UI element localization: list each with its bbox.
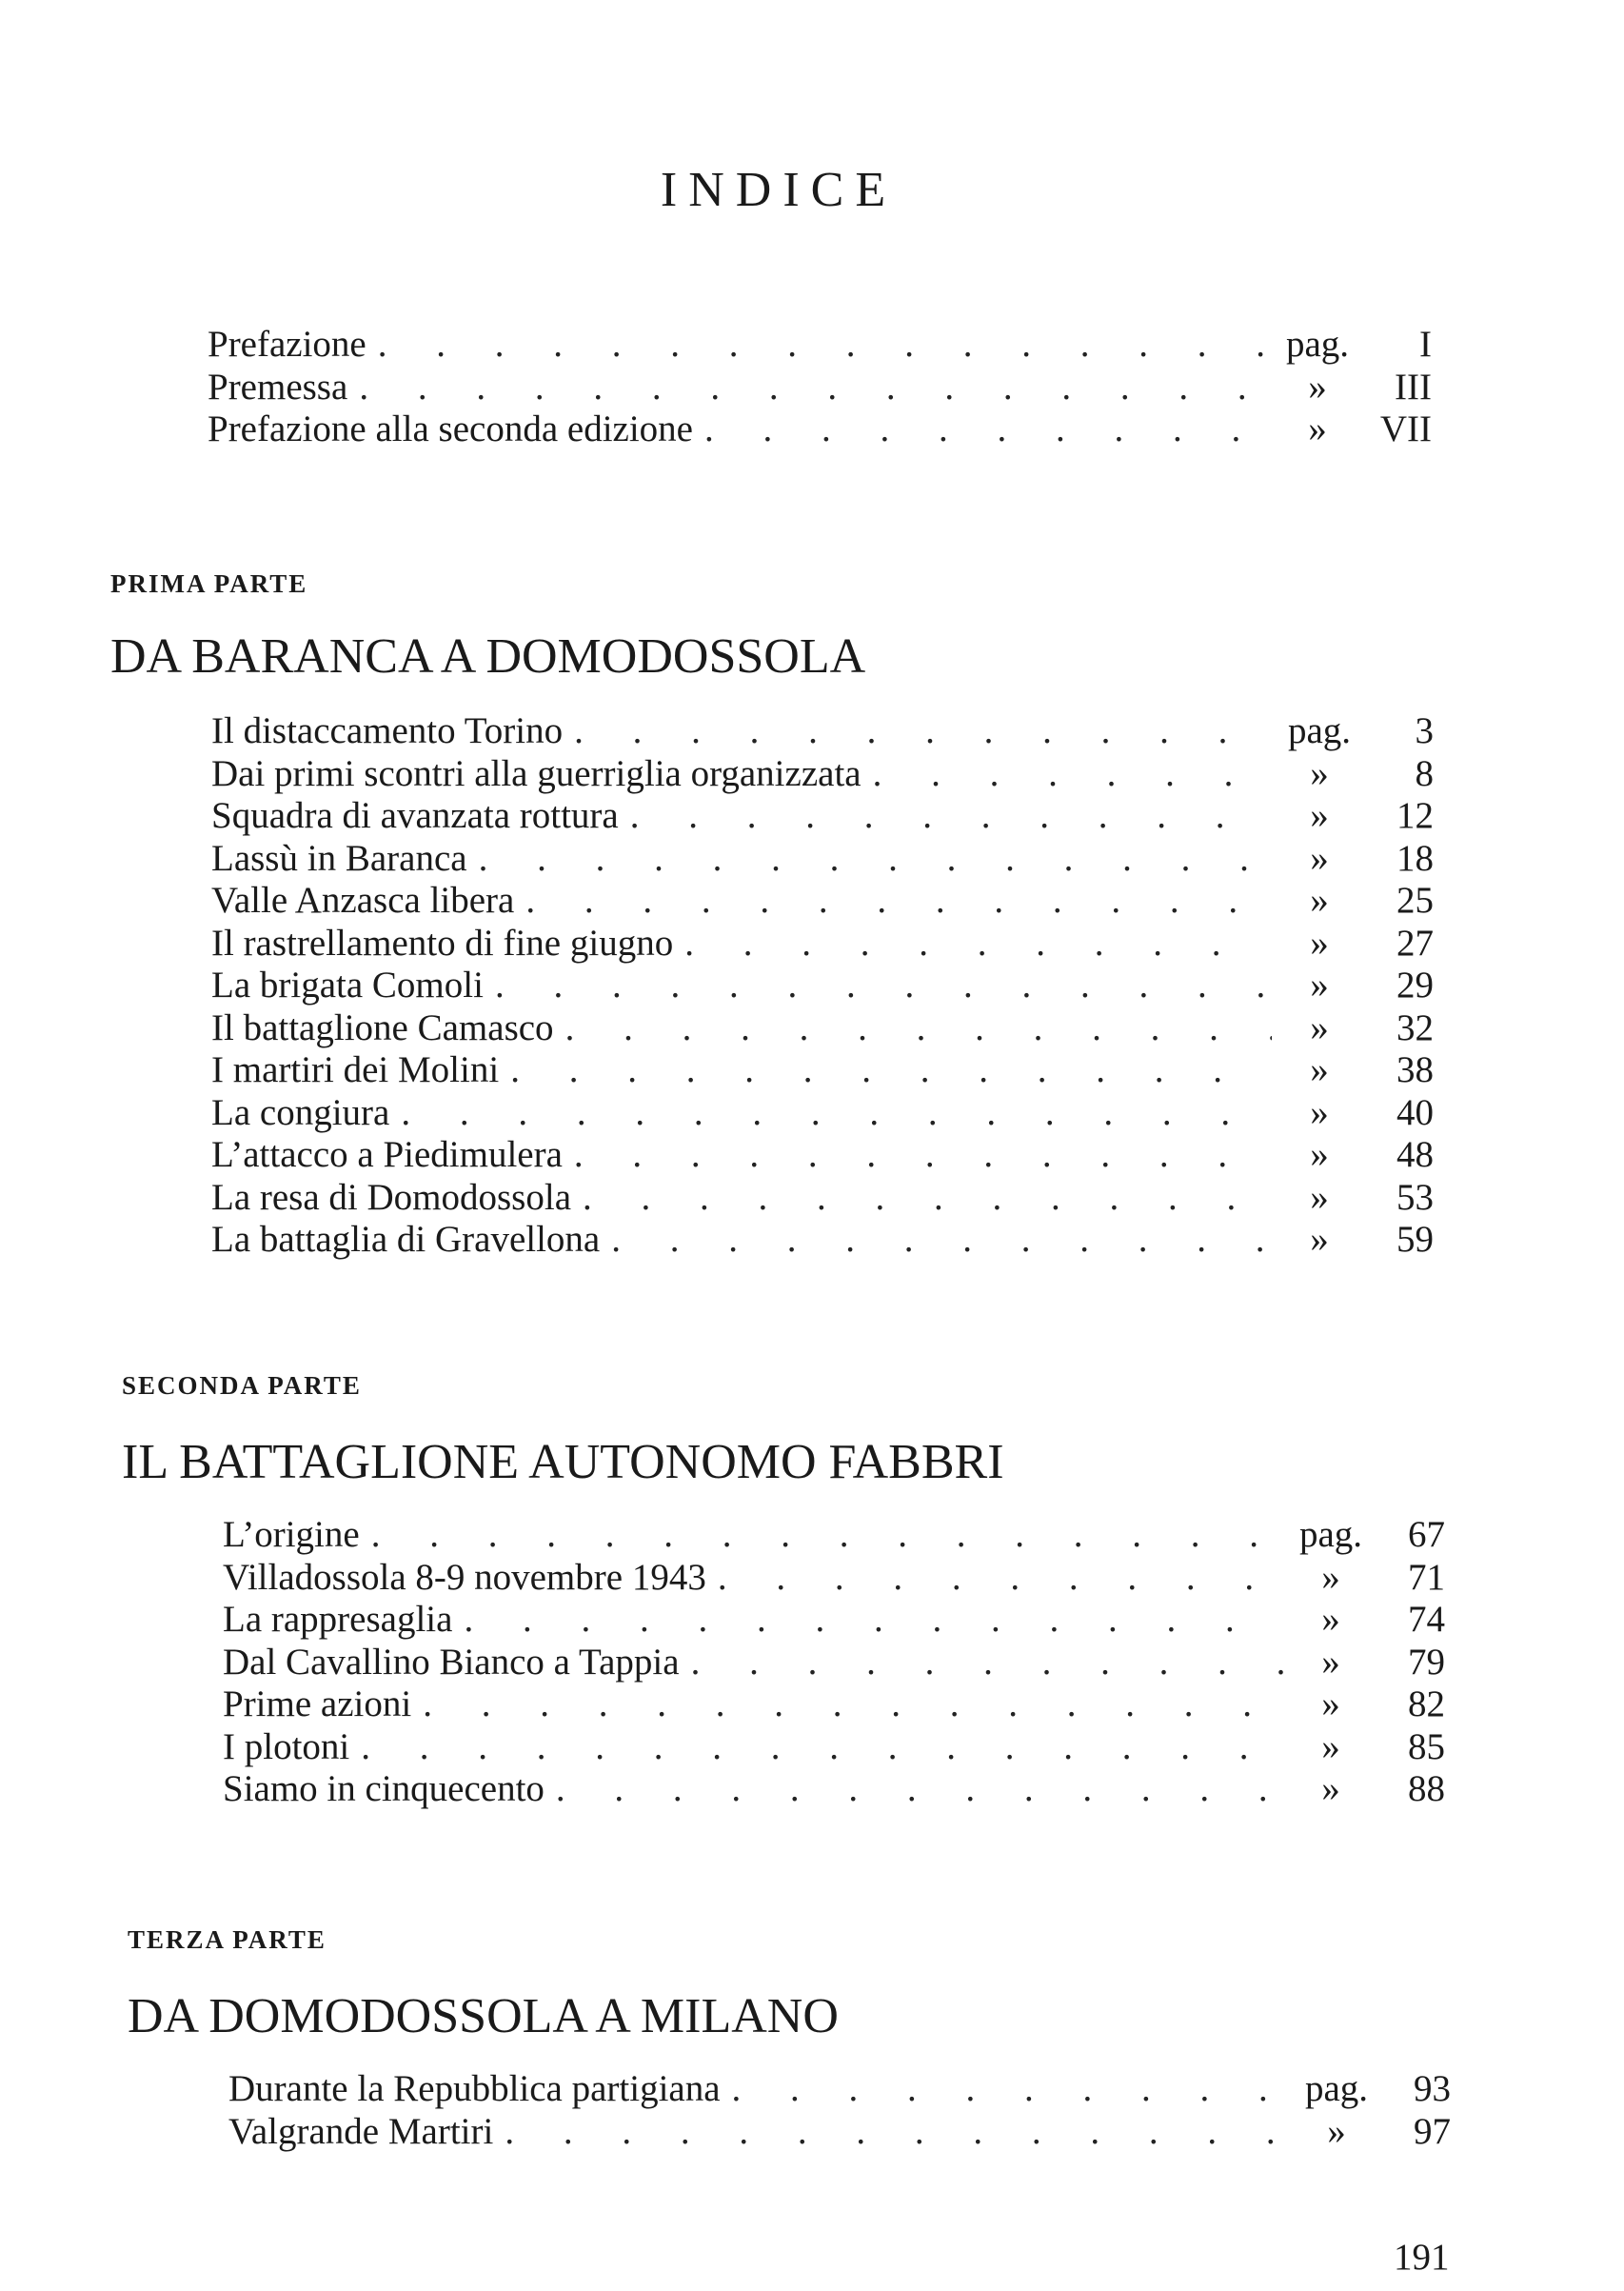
entry-marker: »	[1310, 1049, 1329, 1090]
toc-entry	[208, 367, 1432, 409]
entry-marker: »	[1308, 366, 1327, 408]
entry-page: VII	[1379, 408, 1432, 449]
toc-entry	[211, 795, 1434, 838]
part-entries	[228, 2068, 1451, 2153]
entry-page: 40	[1396, 1091, 1434, 1133]
toc-entry	[211, 1007, 1434, 1050]
part-heading: DA DOMODOSSOLA A MILANO	[128, 1989, 839, 2043]
page-number: 191	[1394, 2237, 1450, 2278]
toc-entry	[208, 324, 1432, 367]
entry-page: 74	[1408, 1599, 1445, 1640]
entry-marker: »	[1310, 1176, 1329, 1218]
entry-marker: »	[1310, 1006, 1329, 1048]
entry-title: I martiri dei Molini	[211, 1049, 500, 1090]
toc-entry	[211, 838, 1434, 881]
entry-page: 88	[1408, 1768, 1445, 1809]
toc-entry	[223, 1599, 1445, 1642]
dot-leader	[484, 965, 1272, 1007]
dot-leader	[493, 2111, 1289, 2154]
entry-page: 18	[1396, 837, 1434, 879]
entry-marker: »	[1310, 965, 1329, 1006]
dot-leader	[693, 408, 1270, 451]
entry-page: 59	[1396, 1219, 1434, 1260]
dot-leader	[467, 838, 1272, 881]
entry-title: Valgrande Martiri	[228, 2110, 494, 2152]
entry-page: 25	[1396, 880, 1434, 921]
entry-marker: »	[1310, 1219, 1329, 1260]
dot-leader	[554, 1007, 1272, 1050]
entry-title: Il rastrellamento di fine giugno	[211, 922, 674, 964]
part-label: TERZA PARTE	[128, 1925, 327, 1954]
front-matter-list	[208, 324, 1432, 451]
part-entries	[211, 710, 1434, 1262]
dot-leader	[389, 1092, 1272, 1135]
entry-marker: pag.	[1287, 710, 1352, 751]
entry-title: Squadra di avanzata rottura	[211, 795, 619, 836]
toc-entry	[211, 880, 1434, 923]
toc-entry	[211, 1219, 1434, 1262]
part-heading: IL BATTAGLIONE AUTONOMO FABBRI	[122, 1435, 1004, 1489]
dot-leader	[680, 1642, 1283, 1684]
entry-page: 48	[1396, 1134, 1434, 1175]
entry-page: 67	[1408, 1514, 1445, 1555]
dot-leader	[452, 1599, 1283, 1642]
entry-page: 27	[1396, 922, 1434, 964]
dot-leader	[563, 1134, 1272, 1177]
toc-entry	[211, 1092, 1434, 1135]
part-label: SECONDA PARTE	[122, 1371, 362, 1400]
part-heading: DA BARANCA A DOMODOSSOLA	[110, 629, 866, 684]
dot-leader	[360, 1514, 1283, 1557]
dot-leader	[347, 367, 1270, 409]
entry-page: 85	[1408, 1725, 1445, 1767]
toc-entry	[223, 1768, 1445, 1811]
entry-page: 79	[1408, 1641, 1445, 1683]
entry-marker: »	[1321, 1556, 1340, 1598]
entry-marker: »	[1310, 795, 1329, 836]
entry-marker: »	[1321, 1641, 1340, 1683]
dot-leader	[571, 1177, 1272, 1220]
dot-leader	[411, 1683, 1283, 1726]
entry-page: 12	[1396, 795, 1434, 836]
entry-page: 29	[1396, 965, 1434, 1006]
entry-title: Durante la Repubblica partigiana	[228, 2068, 721, 2109]
entry-page: 53	[1396, 1176, 1434, 1218]
toc-entry	[211, 710, 1434, 753]
entry-page: 8	[1415, 752, 1434, 794]
part-entries	[223, 1514, 1445, 1811]
entry-title: La resa di Domodossola	[211, 1176, 572, 1218]
entry-title: La brigata Comoli	[211, 965, 484, 1006]
entry-marker: »	[1310, 1091, 1329, 1133]
toc-entry	[223, 1642, 1445, 1684]
entry-title: I plotoni	[223, 1725, 350, 1767]
dot-leader	[563, 710, 1272, 753]
dot-leader	[514, 880, 1272, 923]
entry-page: 38	[1396, 1049, 1434, 1090]
entry-marker: pag.	[1298, 1514, 1363, 1555]
entry-marker: »	[1310, 880, 1329, 921]
entry-title: Siamo in cinquecento	[223, 1768, 545, 1809]
entry-page: I	[1419, 324, 1432, 365]
dot-leader	[619, 795, 1272, 838]
entry-title: Dal Cavallino Bianco a Tappia	[223, 1641, 680, 1683]
entry-page: 71	[1408, 1556, 1445, 1598]
entry-title: Dai primi scontri alla guerriglia organizzata	[211, 752, 862, 794]
entry-page: 3	[1415, 710, 1434, 751]
toc-entry	[211, 1134, 1434, 1177]
dot-leader	[721, 2068, 1289, 2111]
entry-page: III	[1395, 366, 1432, 408]
page-title: INDICE	[660, 163, 898, 217]
dot-leader	[499, 1049, 1272, 1092]
toc-entry	[211, 1049, 1434, 1092]
entry-title: Il distaccamento Torino	[211, 710, 564, 751]
toc-entry	[223, 1514, 1445, 1557]
toc-entry	[228, 2111, 1451, 2154]
dot-leader	[545, 1768, 1283, 1811]
dot-leader	[366, 324, 1270, 367]
toc-entry	[223, 1557, 1445, 1600]
entry-title: La rappresaglia	[223, 1599, 453, 1640]
entry-marker: »	[1321, 1725, 1340, 1767]
entry-title: Prime azioni	[223, 1683, 412, 1724]
toc-entry	[223, 1726, 1445, 1769]
entry-page: 32	[1396, 1006, 1434, 1048]
entry-page: 82	[1408, 1683, 1445, 1724]
dot-leader	[706, 1557, 1283, 1600]
dot-leader	[349, 1726, 1283, 1769]
entry-marker: »	[1310, 837, 1329, 879]
entry-marker: pag.	[1285, 324, 1350, 365]
entry-title: La battaglia di Gravellona	[211, 1219, 601, 1260]
toc-entry	[211, 923, 1434, 966]
toc-entry	[211, 1177, 1434, 1220]
entry-title: L’origine	[223, 1514, 360, 1555]
dot-leader	[862, 753, 1272, 796]
toc-entry	[211, 965, 1434, 1007]
entry-title: Prefazione	[208, 324, 366, 365]
entry-title: L’attacco a Piedimulera	[211, 1134, 563, 1175]
entry-marker: »	[1321, 1768, 1340, 1809]
entry-title: Prefazione alla seconda edizione	[208, 408, 693, 449]
entry-title: La congiura	[211, 1091, 390, 1133]
entry-page: 93	[1414, 2068, 1451, 2109]
toc-entry	[223, 1683, 1445, 1726]
entry-marker: »	[1327, 2110, 1346, 2152]
toc-entry	[208, 408, 1432, 451]
entry-title: Villadossola 8-9 novembre 1943	[223, 1556, 706, 1598]
dot-leader	[600, 1219, 1272, 1262]
toc-entry	[211, 753, 1434, 796]
part-label: PRIMA PARTE	[110, 569, 308, 598]
entry-title: Il battaglione Camasco	[211, 1006, 554, 1048]
entry-title: Valle Anzasca libera	[211, 880, 515, 921]
entry-marker: »	[1321, 1683, 1340, 1724]
dot-leader	[673, 923, 1272, 966]
entry-marker: »	[1310, 752, 1329, 794]
entry-page: 97	[1414, 2110, 1451, 2152]
entry-marker: »	[1310, 1134, 1329, 1175]
entry-marker: »	[1308, 408, 1327, 449]
entry-marker: »	[1321, 1599, 1340, 1640]
entry-marker: »	[1310, 922, 1329, 964]
entry-marker: pag.	[1304, 2068, 1369, 2109]
toc-entry	[228, 2068, 1451, 2111]
entry-title: Lassù in Baranca	[211, 837, 467, 879]
entry-title: Premessa	[208, 366, 348, 408]
